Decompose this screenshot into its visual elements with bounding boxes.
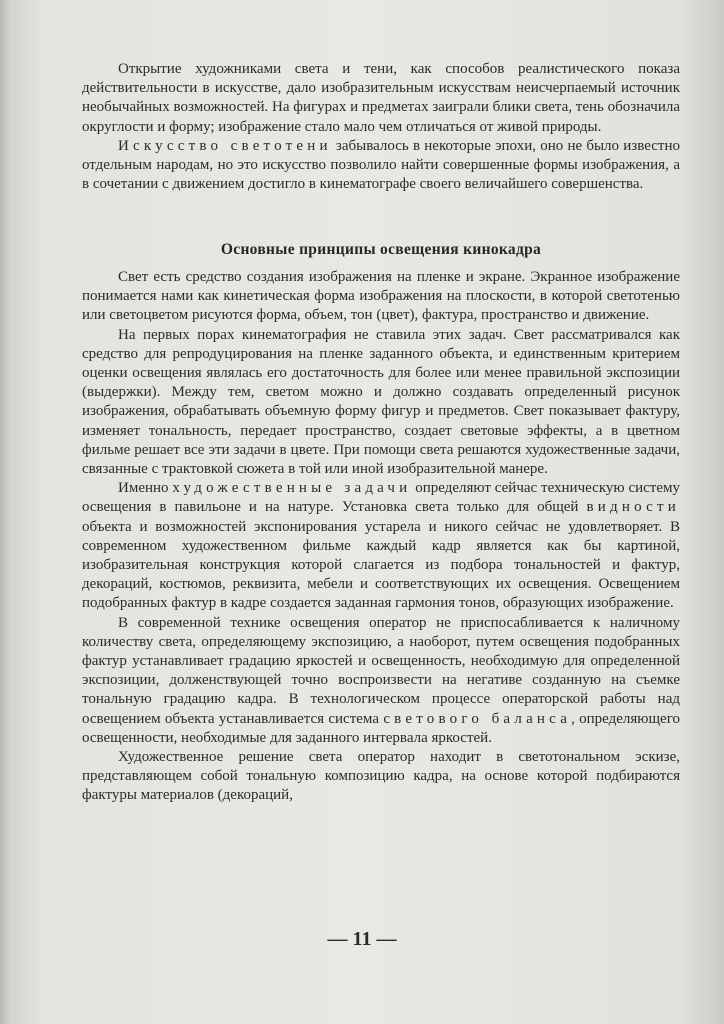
emphasis-term-light-balance: светового баланса [383,710,572,727]
section-heading: Основные принципы освещения кинокадра [220,241,542,258]
intro-paragraph-2 [82,137,680,195]
body-paragraph-1: Свет есть средство создания изображения на пленке и экране. Экранное изображение понимается нами как кинетическая форма изображения на плоскости, в которой светотенью или светоцветом рисуются форма, объем, тон (цвет), фактура, пространство и движение. [82,269,680,324]
body-paragraph-4 [82,614,680,748]
body-paragraph-3 [82,479,680,613]
main-text-block [82,268,680,806]
intro-paragraph-2-text: забывалось в некоторые эпохи, оно не было известно отдельным народам, но это искусство позволило найти совершенные формы изображения, а в сочетании с движением достигло в кинематографе своего величайшего совершенства. [82,137,680,193]
emphasis-term-visibility: видности [586,499,680,516]
body-paragraph-5: Художественное решение света оператор находит в светотональном эскизе, представляющем собой тональную композицию кадра, на основе которой подбираются фактуры материалов (декораций, [82,749,680,804]
intro-paragraph-1: Открытие художниками света и тени, как способов реалистического показа действительности в искусстве, дало изобразительным искусствам неисчерпаемый источник необычайных возможностей. На фигурах и предметах заиграли блики света, тень обозначила округлости и форму; изображение стало мало чем отличаться от живой природы. [82,61,680,135]
body-paragraph-4-text-b: , определяющего освещенности, необходимые для заданного интервала яркостей. [82,710,680,746]
emphasis-term-artistic-tasks: художественные задачи [172,480,412,497]
body-paragraph-3-text-b: определяют сейчас техническую систему освещения в павильоне и на натуре. Установка света только для общей [82,480,680,516]
body-paragraph-2: На первых порах кинематография не ставила этих задач. Свет рассматривался как средство для репродуцирования на пленке заданного объекта, и единственным критерием оценки освещения являлась его достаточность для более или менее правильной экспозиции (выдержки). Между тем, светом можно и должно создавать определенный рисунок изображения, обрабатывать объемную форму фигур и предметов. Свет показывает фактуру, изменяет тональность, передает пространство, создает световые эффекты, а в цветном фильме решает все эти задачи в цвете. При помощи света решаются художественные задачи, связанные с трактовкой сюжета в той или иной изобразительной манере. [82,326,680,478]
body-paragraph-3-text-a: Именно [118,480,173,497]
body-paragraph-4-text-a: В современной технике освещения оператор не приспосабливается к наличному количеству света, определяющему экспозицию, а наоборот, путем освещения подобранных фактур устанавливает градацию яркостей и освещенность, необходимую для определенной экспозиции, долженствующей точно воспроизвести на негативе созданную на съемке тональную градацию кадра. В технологическом процессе операторской работы над освещением объекта устанавливается система [82,614,680,727]
page-number: — 11 — [327,928,397,950]
emphasis-term-chiaroscuro: Искусство светотени [118,137,332,154]
body-paragraph-3-text-c: объекта и возможностей экспонирования устарела и никого сейчас не удовлетворяет. В современном художественном фильме каждый кадр является как бы картиной, изобразительная конструкция которой слагается из подбора тональностей и фактур, декораций, костюмов, реквизита, мебели и соответствующих их освещения. Освещением подобранных фактур в кадре создается заданная гармония тонов, образующих изображение. [82,518,680,612]
intro-text-block [82,60,680,194]
